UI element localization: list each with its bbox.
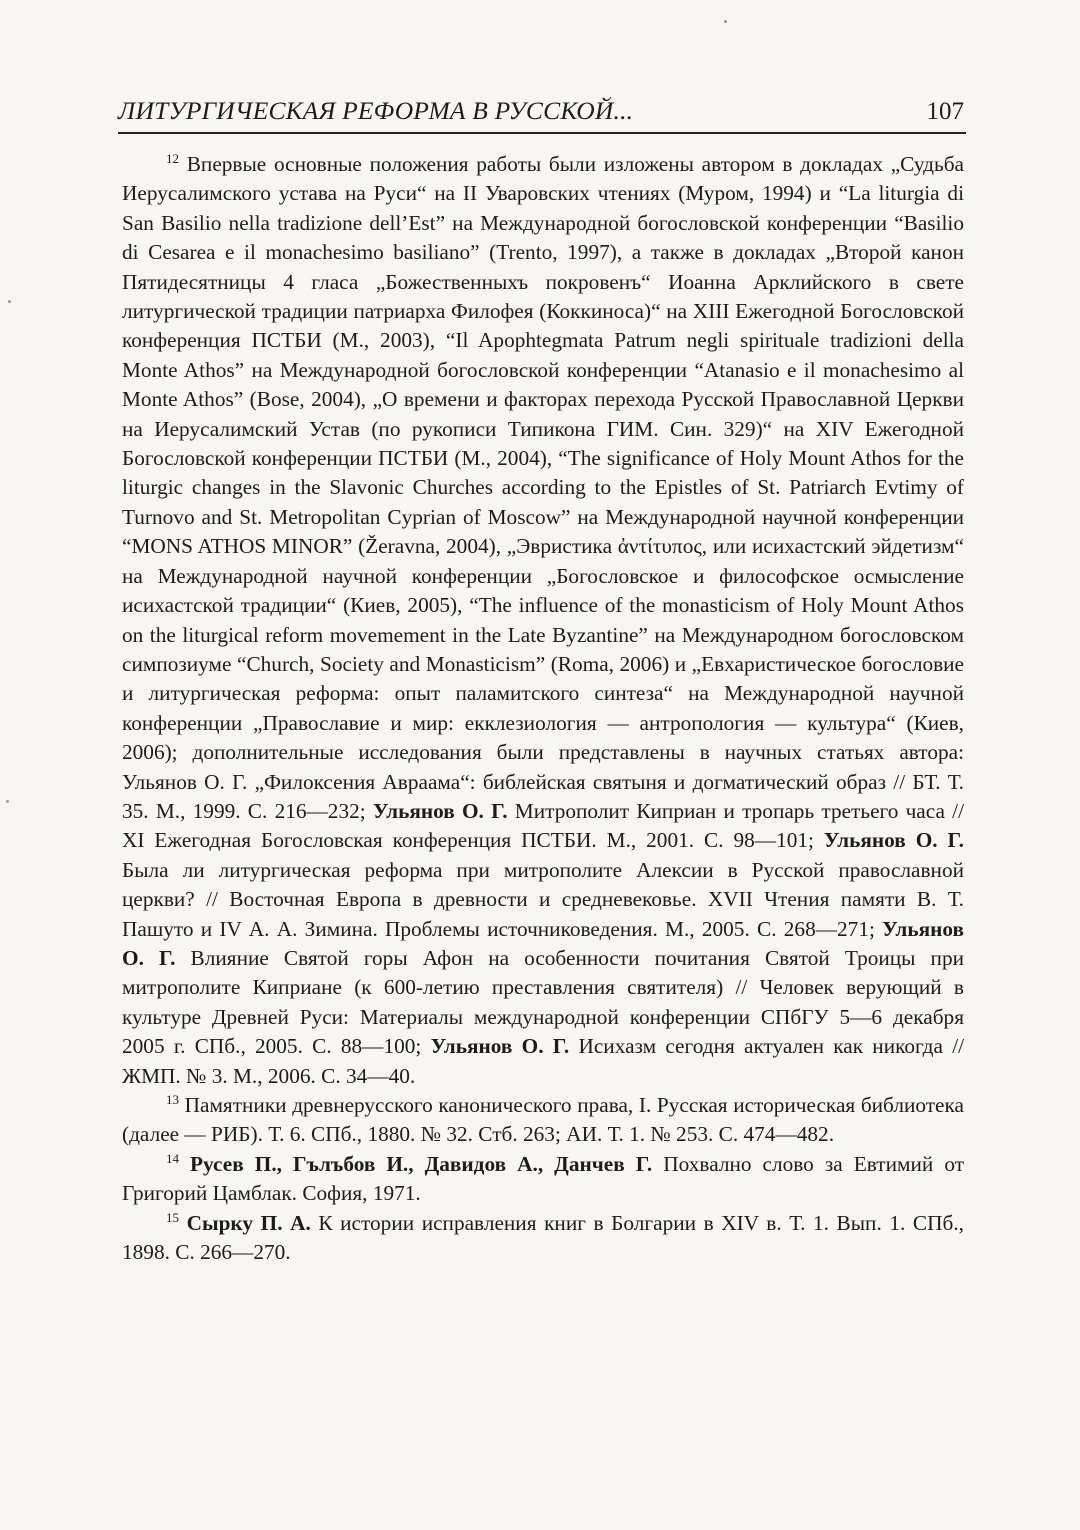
scan-speck	[8, 300, 11, 303]
footnote-number: 15	[166, 1209, 179, 1225]
footnote-segment: Впервые основные положения работы были изложены автором в докладах „Судьба Иерусалимского устава на Руси“ на II Уваровских чтениях (Муром, 1994) и “La liturgia di San Basilio nella tradizione dell’Est” на Международной богословской конференции “Basilio di Cesarea e il monachesimo basiliano” (Trento, 1997), а также в докладах „Второй канон Пятидесятницы 4 гласа „Божественныхъ покровенъ“ Иоанна Арклийского в свете литургической традиции патриарха Филофея (Коккиноса)“ на XIII Ежегодной Богословской конференция ПСТБИ (М., 2003), “Il Apophtegmata Patrum negli spirituale tradizioni della Monte Athos” на Международной богословской конференции “Atanasio e il monachesimo al Monte Athos” (Bose, 2004), „О времени и факторах перехода Русской Православной Церкви на Иерусалимский Устав (по рукописи Типикона ГИМ. Син. 329)“ на XIV Ежегодной Богословской конференции ПСТБИ (М., 2004), “The significance of Holy Mount Athos for the liturgic changes in the Slavonic Churches according to the Epistles of St. Patriarch Evtimy of Turnovo and St. Metropolitan Cyprian of Moscow” на Международной научной конференции “MONS ATHOS MINOR” (Žeravna, 2004), „Эвристика ἀντίτυπος, или исихастский эйдетизм“ на Международной научной конференции „Богословское и философское осмысление исихастской традиции“ (Киев, 2005), “The influence of the monasticism of Holy Mount Athos on the liturgical reform movemement in the Late Byzantine” на Международном богословском симпозиуме “Church, Society and Monasticism” (Roma, 2006) и „Евхаристическое богословие и литургическая реформа: опыт паламитского синтеза“ на Международной научной конференции „Православие и мир: екклезиология — антропология — культура“ (Киев, 2006); дополнительные исследования были представлены в научных статьях автора: Ульянов О. Г. „Филоксения Авраама“: библейская святыня и догматический образ // БТ. Т. 35. М., 1999. С. 216—232;	[122, 152, 964, 823]
footnote-segment: Похвално слово за Евтимий от Григорий Цамблак. София, 1971.	[122, 1151, 964, 1206]
footnote	[122, 150, 964, 1091]
footnote-segment: Была ли литургическая реформа при митрополите Алексии в Русской православной церкви? // Восточная Европа в древности и средневековье. XVII Чтения памяти В. Т. Пашуто и IV А. А. Зимина. Проблемы источниковедения. М., 2005. С. 268—271;	[122, 857, 964, 941]
footnote	[122, 1209, 964, 1268]
footnote-segment: Памятники древнерусского канонического права, I. Русская историческая библиотека (далее — РИБ). Т. 6. СПб., 1880. № 32. Стб. 263; АИ. Т. 1. № 253. С. 474—482.	[122, 1093, 964, 1147]
footnote-number: 13	[166, 1092, 179, 1107]
footnote	[122, 1091, 964, 1150]
footnote-text	[122, 1211, 964, 1264]
footnote-segment: Исихазм сегодня актуален как никогда // ЖМП. № 3. М., 2006. С. 34—40.	[122, 1034, 965, 1088]
footnote-number: 12	[166, 151, 179, 166]
footnote-text	[122, 1093, 964, 1146]
footnote-text	[122, 1152, 964, 1205]
footnote	[122, 1150, 964, 1209]
author-name: Ульянов О. Г.	[430, 1034, 570, 1059]
author-name: Ульянов О. Г.	[372, 798, 508, 823]
footnote-text	[122, 152, 964, 1088]
author-name: Ульянов О. Г.	[823, 828, 965, 853]
running-title: ЛИТУРГИЧЕСКАЯ РЕФОРМА В РУССКОЙ...	[118, 96, 634, 125]
footnotes	[122, 150, 964, 1267]
footnote-segment: Митрополит Киприан и тропарь третьего часа // XI Ежегодная Богословская конференция ПСТБИ. М., 2001. С. 98—101;	[122, 798, 964, 853]
author-name: Русев П., Гълъбов И., Давидов А., Данчев Г.	[190, 1151, 653, 1176]
page-number: 107	[926, 98, 964, 125]
author-name: Сырку П. А.	[186, 1210, 311, 1235]
scan-speck	[6, 800, 9, 803]
scan-speck	[724, 20, 727, 23]
page-header	[118, 92, 966, 134]
footnote-number: 14	[166, 1150, 179, 1166]
author-name: Ульянов О. Г.	[122, 916, 964, 970]
footnote-segment: Влияние Святой горы Афон на особенности почитания Святой Троицы при митрополите Киприане (к 600-летию преставления святителя) // Человек верующий в культуре Древней Руси: Материалы международной конференции СПбГУ 5—6 декабря 2005 г. СПб., 2005. С. 88—100;	[122, 945, 965, 1059]
footnote-segment: К истории исправления книг в Болгарии в XIV в. Т. 1. Вып. 1. СПб., 1898. С. 266—270.	[122, 1210, 964, 1265]
